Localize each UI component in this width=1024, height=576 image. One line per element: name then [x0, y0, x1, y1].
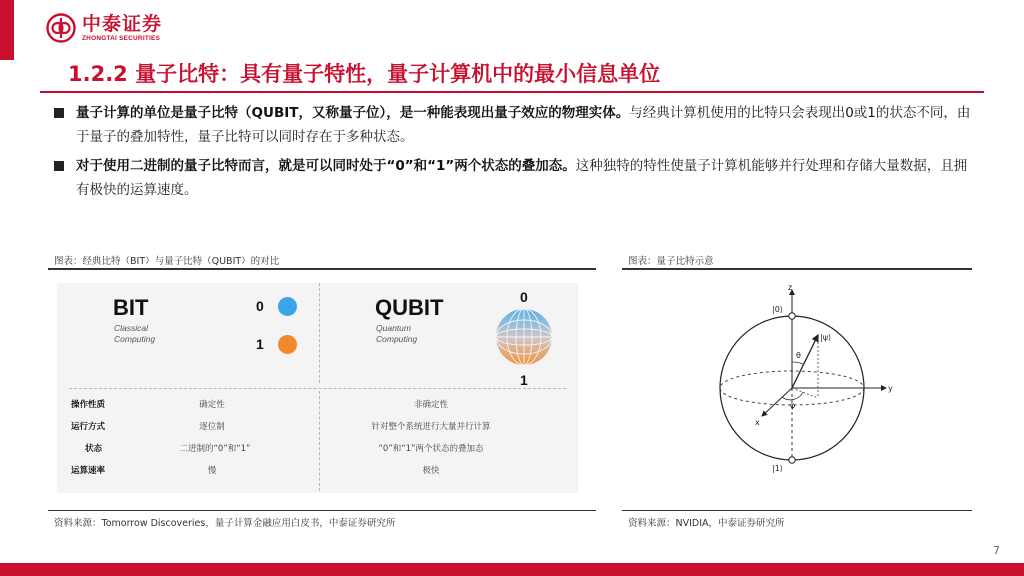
figure-source-left: 资料来源：Tomorrow Discoveries，量子计算金融应用白皮书，中泰证券研究所: [54, 518, 396, 529]
qubit-zero-label: 0: [520, 289, 528, 305]
figure-source-right: 资料来源：NVIDIA，中泰证券研究所: [628, 518, 785, 529]
psi-label: |ψ⟩: [820, 333, 832, 342]
bullet-square-icon: [54, 161, 64, 171]
y-label: y: [888, 384, 893, 393]
comparison-qubit-cell: 针对整个系统进行大量并行计算: [371, 422, 491, 432]
ket0-point: [789, 313, 795, 319]
bullet-bold-text: 量子计算的单位是量子比特（QUBIT，又称量子位），是一种能表现出量子效应的物理实体。: [76, 105, 630, 121]
comparison-qubit-cell: 极快: [422, 466, 440, 476]
qubit-title: QUBIT: [375, 295, 444, 320]
bit-qubit-comparison: [57, 283, 578, 493]
theta-arc: [792, 362, 803, 364]
figure-rule-left: [48, 268, 596, 270]
source-rule-right: [622, 510, 972, 511]
theta-label: θ: [796, 351, 801, 360]
bit-zero-dot-icon: [278, 297, 297, 316]
figure-caption-left: 图表：经典比特（BIT）与量子比特（QUBIT）的对比: [54, 256, 280, 267]
brand-mark-icon: [46, 13, 76, 43]
comparison-row-label: 操作性质: [71, 400, 106, 410]
psi-vector: [792, 335, 818, 388]
x-axis: [762, 388, 792, 416]
comparison-row-label: 运算速率: [71, 466, 106, 476]
brand-name-en: ZHONGTAI SECURITIES: [82, 35, 161, 42]
bullet-square-icon: [54, 108, 64, 118]
qubit-subtitle-2: Computing: [376, 334, 418, 344]
bullet-list: [54, 101, 974, 207]
bit-subtitle-1: Classical: [114, 323, 149, 333]
brand-name-cn: 中泰证券: [82, 13, 163, 35]
bullet-item: [54, 101, 974, 149]
comparison-row: [71, 442, 571, 462]
comparison-qubit-cell: “0”和“1”两个状态的叠加态: [378, 444, 484, 454]
ket0-label: |0⟩: [772, 305, 783, 314]
comparison-separator: [69, 388, 566, 389]
comparison-bit-cell: 二进制的“0”和“1”: [179, 444, 251, 454]
bit-subtitle-2: Computing: [114, 334, 156, 344]
phi-label: φ: [790, 401, 796, 410]
phi-projection: [792, 388, 818, 398]
brand-logo: [46, 13, 162, 43]
bit-one-label: 1: [256, 336, 264, 352]
comparison-bit-cell: 确定性: [199, 400, 225, 410]
comparison-row: [71, 420, 571, 440]
bit-one-dot-icon: [278, 335, 297, 354]
title-rule: [40, 91, 984, 93]
bullet-item: [54, 154, 974, 202]
qubit-sphere-icon: [494, 306, 554, 368]
bit-zero-label: 0: [256, 298, 264, 314]
comparison-qubit-cell: 非确定性: [413, 400, 448, 410]
comparison-bit-cell: 逐位制: [199, 422, 225, 432]
comparison-divider: [319, 283, 320, 383]
bloch-sphere-diagram: [700, 280, 910, 480]
page-number: 7: [993, 544, 1000, 557]
figure-caption-right: 图表：量子比特示意: [628, 256, 714, 267]
ket1-point: [789, 457, 795, 463]
bullet-bold-text: 对于使用二进制的量子比特而言，就是可以同时处于“0”和“1”两个状态的叠加态。: [76, 158, 576, 174]
comparison-bit-cell: 慢: [207, 466, 217, 476]
qubit-one-label: 1: [520, 372, 528, 388]
left-accent-bar: [0, 0, 14, 60]
x-label: x: [755, 418, 760, 427]
comparison-row: [71, 464, 571, 484]
slide-title: 1.2.2 量子比特：具有量子特性，量子计算机中的最小信息单位: [68, 62, 661, 86]
comparison-row: [71, 398, 571, 418]
comparison-row-label: 状态: [85, 444, 103, 454]
comparison-row-label: 运行方式: [71, 422, 106, 432]
bit-title: BIT: [113, 295, 149, 320]
figure-rule-right: [622, 268, 972, 270]
bullet-normal-text: 与经典计算机使用的比特只会表现出0或1的状态不同，由于量子的叠加特性，量子比特可以同时存在于多种状态。: [76, 105, 971, 145]
bullet-normal-text: 这种独特的特性使量子计算机能够并行处理和存储大量数据，且拥有极快的运算速度。: [76, 158, 968, 198]
qubit-subtitle-1: Quantum: [376, 323, 411, 333]
bottom-accent-bar: [0, 563, 1024, 576]
z-label: z: [788, 283, 793, 292]
ket1-label: |1⟩: [772, 464, 783, 473]
source-rule-left: [48, 510, 596, 511]
phi-arc: [782, 392, 803, 400]
